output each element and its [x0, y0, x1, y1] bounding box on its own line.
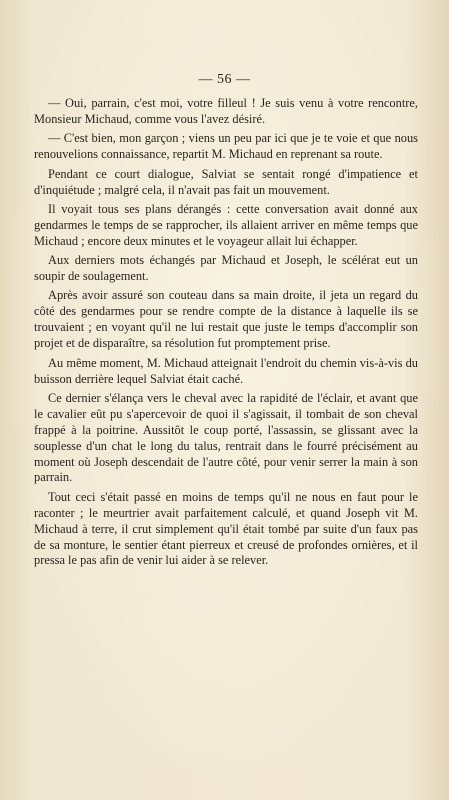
paragraph-1: — Oui, parrain, c'est moi, votre filleul ! Je suis venu à votre rencontre, Monsieur Michaud, comme vous l'avez désiré.	[34, 96, 418, 126]
paragraph-6: Après avoir assuré son couteau dans sa main droite, il jeta un regard du côté des gendarmes pour se rendre compte de la distance à laquelle ils se trouvaient ; en voyant qu'il ne lui restait que juste le temps d'accomplir son projet et de disparaître, sa résolution fut promptement prise.	[34, 288, 418, 351]
body-text	[34, 96, 418, 569]
paragraph-5: Aux derniers mots échangés par Michaud et Joseph, le scélérat eut un soupir de soulagement.	[34, 253, 418, 284]
paragraph-2: — C'est bien, mon garçon ; viens un peu par ici que je te voie et que nous renouvelions connaissance, repartit M. Michaud en reprenant sa route.	[34, 131, 418, 162]
paragraph-8: Ce dernier s'élança vers le cheval avec la rapidité de l'éclair, et avant que le cavalier eût pu s'apercevoir de quoi il s'agissait, il tombait de son cheval frappé à la poitrine. Aussitôt le coup porté, l'assassin, se glissant avec la souplesse d'un chat le long du talus, rentrait dans le fourré précisément au moment où Joseph descendait de l'autre côté, pour venir serrer la main à son parrain.	[34, 390, 418, 485]
page-number: — 56 —	[198, 72, 251, 87]
paragraph-3: Pendant ce court dialogue, Salviat se sentait rongé d'impatience et d'inquiétude ; malgré cela, il n'avait pas fait un mouvement.	[34, 166, 418, 197]
paragraph-4: Il voyait tous ses plans dérangés : cette conversation avait donné aux gendarmes le temps de se rapprocher, ils allaient arriver en même temps que Michaud ; encore deux minutes et le voyageur allait lui échapper.	[34, 201, 418, 248]
paragraph-7: Au même moment, M. Michaud atteignait l'endroit du chemin vis-à-vis du buisson derrière lequel Salviat était caché.	[34, 355, 418, 386]
paragraph-9: Tout ceci s'était passé en moins de temps qu'il ne nous en faut pour le raconter ; le meurtrier avait parfaitement calculé, et quand Joseph vit M. Michaud à terre, il crut simplement qu'il était tombé par suite d'un faux pas de sa monture, le sentier étant pierreux et creusé de profondes ornières, et il pressa le pas afin de venir lui aider à se relever.	[34, 489, 418, 568]
